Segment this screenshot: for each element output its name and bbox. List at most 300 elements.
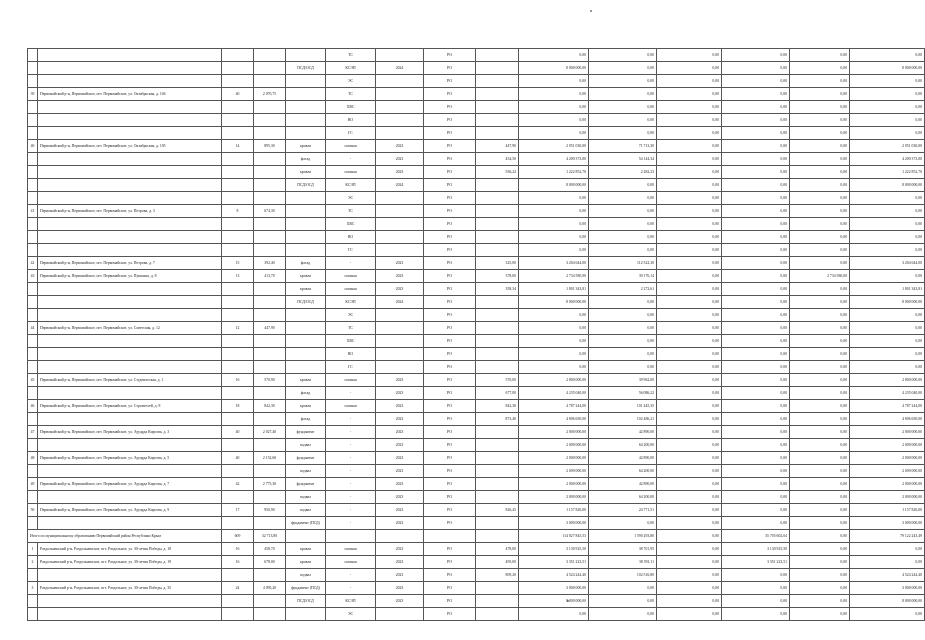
table-cell bbox=[476, 491, 519, 504]
table-cell bbox=[38, 413, 222, 426]
table-cell: 0,00 bbox=[790, 49, 850, 62]
table-cell: 0,00 bbox=[657, 75, 722, 88]
table-cell: 0,00 bbox=[790, 595, 850, 608]
table-cell: 0,00 bbox=[519, 205, 589, 218]
table-cell: РО bbox=[424, 140, 476, 153]
table-cell bbox=[476, 582, 519, 595]
table-cell: 0,00 bbox=[657, 127, 722, 140]
table-cell bbox=[286, 49, 326, 62]
table-cell bbox=[476, 595, 519, 608]
table-cell bbox=[38, 218, 222, 231]
table-cell: 842,30 bbox=[254, 400, 286, 413]
table-cell: 0,00 bbox=[519, 101, 589, 114]
table-cell: 50 bbox=[28, 504, 38, 517]
table-cell: 0,00 bbox=[657, 335, 722, 348]
table-cell bbox=[476, 218, 519, 231]
table-cell: 0,00 bbox=[657, 582, 722, 595]
table-cell: 0,00 bbox=[722, 439, 790, 452]
table-cell bbox=[476, 348, 519, 361]
table-row bbox=[28, 101, 925, 114]
table-row bbox=[28, 569, 925, 582]
table-cell: 45 bbox=[28, 374, 38, 387]
table-cell: 0,00 bbox=[722, 127, 790, 140]
table-cell: 1 222 852,70 bbox=[850, 166, 925, 179]
table-cell: РО bbox=[424, 595, 476, 608]
table-cell: РО bbox=[424, 374, 476, 387]
table-cell: РО bbox=[424, 49, 476, 62]
table-cell: РО bbox=[424, 205, 476, 218]
table-cell bbox=[476, 517, 519, 530]
table-cell bbox=[476, 335, 519, 348]
table-cell bbox=[38, 569, 222, 582]
table-cell: ВО bbox=[326, 348, 376, 361]
table-cell bbox=[222, 465, 254, 478]
table-cell: 17 bbox=[222, 504, 254, 517]
table-cell bbox=[38, 491, 222, 504]
table-cell: 0,00 bbox=[589, 309, 657, 322]
table-cell: 2023 bbox=[376, 452, 424, 465]
table-row bbox=[28, 374, 925, 387]
table-cell bbox=[254, 179, 286, 192]
table-cell: 0,00 bbox=[657, 517, 722, 530]
table-cell bbox=[254, 309, 286, 322]
table-cell: 4 235 040,00 bbox=[850, 387, 925, 400]
table-cell: 0,00 bbox=[657, 439, 722, 452]
table-cell: РО bbox=[424, 270, 476, 283]
table-cell: 3 351 223,51 bbox=[519, 556, 589, 569]
table-cell bbox=[28, 608, 38, 621]
table-cell: 0,00 bbox=[722, 218, 790, 231]
table-cell bbox=[28, 62, 38, 75]
table-cell: РО bbox=[424, 582, 476, 595]
table-cell: 2023 bbox=[376, 569, 424, 582]
table-cell: 2024 bbox=[376, 62, 424, 75]
table-cell: 0,00 bbox=[790, 478, 850, 491]
table-cell bbox=[254, 361, 286, 374]
table-cell: 42 890,00 bbox=[589, 478, 657, 491]
table-cell: 0,00 bbox=[519, 218, 589, 231]
table-cell: 0,00 bbox=[790, 426, 850, 439]
table-cell: 0,00 bbox=[790, 127, 850, 140]
table-cell: 3 000 000,00 bbox=[519, 582, 589, 595]
table-row bbox=[28, 556, 925, 569]
table-cell: 0,00 bbox=[657, 387, 722, 400]
table-cell: 71 713,30 bbox=[589, 140, 657, 153]
table-cell: скатная bbox=[326, 270, 376, 283]
table-cell: - bbox=[326, 153, 376, 166]
table-cell: 0,00 bbox=[657, 556, 722, 569]
table-cell: 0,00 bbox=[790, 75, 850, 88]
table-cell: 0,00 bbox=[722, 309, 790, 322]
table-cell: 0,00 bbox=[790, 556, 850, 569]
table-cell: РО bbox=[424, 283, 476, 296]
table-cell: 677,00 bbox=[476, 387, 519, 400]
table-cell: 0,00 bbox=[657, 413, 722, 426]
table-row bbox=[28, 283, 925, 296]
table-cell: РО bbox=[424, 309, 476, 322]
table-cell: кровля bbox=[286, 400, 326, 413]
table-cell bbox=[254, 192, 286, 205]
table-cell: 8 000 000,00 bbox=[850, 179, 925, 192]
table-cell: 0,00 bbox=[519, 114, 589, 127]
table-cell: Первомайский р-н, Первомайское, пгт. Первомайское, ул. Петрова, д. 7 bbox=[38, 257, 222, 270]
table-cell bbox=[286, 231, 326, 244]
table-cell: 0,00 bbox=[722, 101, 790, 114]
table-row bbox=[28, 153, 925, 166]
table-cell: 873,40 bbox=[476, 413, 519, 426]
table-cell: 0,00 bbox=[722, 491, 790, 504]
table-cell: РО bbox=[424, 153, 476, 166]
table-cell: 0,00 bbox=[722, 517, 790, 530]
table-cell: скатная bbox=[326, 166, 376, 179]
table-cell: 1 157 820,00 bbox=[850, 504, 925, 517]
table-cell: 2023 bbox=[376, 582, 424, 595]
table-cell: 0,00 bbox=[850, 114, 925, 127]
table-cell: 0,00 bbox=[657, 608, 722, 621]
table-row bbox=[28, 387, 925, 400]
table-cell: 0,00 bbox=[722, 608, 790, 621]
table-cell: 2023 bbox=[376, 491, 424, 504]
table-cell: 42 bbox=[28, 257, 38, 270]
table-cell: 2 000 000,00 bbox=[519, 478, 589, 491]
table-cell: 2 152,60 bbox=[254, 452, 286, 465]
table-cell: 2 000 000,00 bbox=[850, 426, 925, 439]
table-cell: Первомайский р-н, Первомайское, пгт. Первомайское, ул. Студенческая, д. 1 bbox=[38, 374, 222, 387]
table-cell: 0,00 bbox=[589, 322, 657, 335]
table-cell bbox=[222, 413, 254, 426]
table-cell bbox=[38, 192, 222, 205]
table-cell: 2023 bbox=[376, 257, 424, 270]
table-cell: 0,00 bbox=[722, 257, 790, 270]
table-row bbox=[28, 244, 925, 257]
table-cell: 0,00 bbox=[850, 75, 925, 88]
table-cell bbox=[38, 49, 222, 62]
table-cell bbox=[222, 309, 254, 322]
table-cell: 79 122 243,49 bbox=[850, 530, 925, 543]
table-cell: 842,30 bbox=[476, 400, 519, 413]
table-cell bbox=[222, 491, 254, 504]
table-cell: 4 806 650,00 bbox=[850, 413, 925, 426]
table-cell: 0,00 bbox=[657, 192, 722, 205]
table-cell bbox=[28, 348, 38, 361]
table-cell: 0,00 bbox=[722, 452, 790, 465]
table-cell bbox=[28, 179, 38, 192]
table-cell: 358,34 bbox=[476, 283, 519, 296]
table-cell: 0,00 bbox=[657, 88, 722, 101]
table-cell bbox=[476, 205, 519, 218]
table-row bbox=[28, 478, 925, 491]
table-cell: 0,00 bbox=[850, 101, 925, 114]
table-cell: 2023 bbox=[376, 374, 424, 387]
table-cell: 0,00 bbox=[790, 608, 850, 621]
table-cell: 0,00 bbox=[657, 231, 722, 244]
table-cell bbox=[222, 387, 254, 400]
table-cell: 0,00 bbox=[722, 387, 790, 400]
table-cell: 495,00 bbox=[476, 556, 519, 569]
table-cell: 0,00 bbox=[790, 439, 850, 452]
table-cell: 0,00 bbox=[589, 192, 657, 205]
table-cell: 0,00 bbox=[519, 231, 589, 244]
table-cell: 0,00 bbox=[850, 322, 925, 335]
table-cell: 454,50 bbox=[476, 153, 519, 166]
table-cell: 2 027,40 bbox=[254, 426, 286, 439]
table-cell: РО bbox=[424, 439, 476, 452]
table-cell bbox=[222, 127, 254, 140]
table-cell: кровля bbox=[286, 556, 326, 569]
table-cell bbox=[28, 244, 38, 257]
table-cell: 0,00 bbox=[657, 426, 722, 439]
table-cell: 0,00 bbox=[722, 374, 790, 387]
table-cell bbox=[286, 101, 326, 114]
table-cell: 0,00 bbox=[657, 153, 722, 166]
table-cell: 0,00 bbox=[519, 88, 589, 101]
table-cell: 4 200 373,00 bbox=[850, 153, 925, 166]
table-cell: - bbox=[326, 465, 376, 478]
table-cell: Первомайский р-н, Первомайское, пгт. Первомайское, ул. Петрова, д. 3 bbox=[38, 205, 222, 218]
table-cell: 0,00 bbox=[657, 504, 722, 517]
table-cell: 2 051 030,00 bbox=[519, 140, 589, 153]
table-cell: 0,00 bbox=[850, 309, 925, 322]
table-cell: 0,00 bbox=[850, 192, 925, 205]
table-cell: 102 486,21 bbox=[589, 413, 657, 426]
table-row bbox=[28, 439, 925, 452]
table-cell bbox=[254, 517, 286, 530]
table-cell: 0,00 bbox=[722, 595, 790, 608]
table-row bbox=[28, 114, 925, 127]
table-cell: 4 524 244,40 bbox=[519, 569, 589, 582]
table-cell: 0,00 bbox=[790, 231, 850, 244]
table-cell: 2 000 000,00 bbox=[850, 478, 925, 491]
table-cell: 3 130 925,50 bbox=[519, 543, 589, 556]
table-row bbox=[28, 231, 925, 244]
table-cell: 0,00 bbox=[657, 114, 722, 127]
table-cell: 0,00 bbox=[790, 543, 850, 556]
table-cell: 809,20 bbox=[476, 569, 519, 582]
table-cell bbox=[222, 517, 254, 530]
table-cell: КСЭП bbox=[326, 595, 376, 608]
table-cell bbox=[38, 231, 222, 244]
table-cell: 0,00 bbox=[790, 62, 850, 75]
table-cell: подвал bbox=[286, 569, 326, 582]
table-cell: РО bbox=[424, 62, 476, 75]
table-cell bbox=[254, 608, 286, 621]
table-cell: 0,00 bbox=[790, 465, 850, 478]
table-cell: РО bbox=[424, 75, 476, 88]
table-cell: скатная bbox=[326, 140, 376, 153]
table-cell: 0,00 bbox=[790, 166, 850, 179]
scan-speck bbox=[590, 10, 592, 12]
table-cell: 2 800 000,00 bbox=[519, 374, 589, 387]
table-cell: РО bbox=[424, 400, 476, 413]
table-cell: фасад bbox=[286, 153, 326, 166]
table-cell bbox=[28, 101, 38, 114]
table-cell bbox=[424, 530, 476, 543]
table-cell: 0,00 bbox=[790, 530, 850, 543]
table-cell bbox=[286, 205, 326, 218]
table-cell: - bbox=[326, 478, 376, 491]
table-cell: 8 000 000,00 bbox=[519, 595, 589, 608]
table-cell: ТС bbox=[326, 205, 376, 218]
table-cell: ЭС bbox=[326, 192, 376, 205]
table-cell bbox=[222, 283, 254, 296]
table-cell: 43 bbox=[28, 270, 38, 283]
table-cell: РО bbox=[424, 426, 476, 439]
table-cell: 2 775,30 bbox=[254, 478, 286, 491]
table-cell bbox=[38, 62, 222, 75]
table-cell bbox=[476, 465, 519, 478]
table-cell: 0,00 bbox=[790, 244, 850, 257]
table-cell: - bbox=[326, 413, 376, 426]
table-cell bbox=[254, 439, 286, 452]
table-cell: 2023 bbox=[376, 140, 424, 153]
table-cell bbox=[222, 595, 254, 608]
table-cell bbox=[476, 75, 519, 88]
table-cell: 1 222 852,70 bbox=[519, 166, 589, 179]
table-cell: 0,00 bbox=[519, 192, 589, 205]
table-cell: 2 000 000,00 bbox=[519, 452, 589, 465]
table-cell: 2023 bbox=[376, 556, 424, 569]
table-cell bbox=[254, 49, 286, 62]
table-cell: 0,00 bbox=[850, 556, 925, 569]
table-cell: 2023 bbox=[376, 387, 424, 400]
table-cell: 0,00 bbox=[589, 127, 657, 140]
table-cell: 0,00 bbox=[657, 400, 722, 413]
table-cell bbox=[28, 218, 38, 231]
table-cell: 44 bbox=[28, 322, 38, 335]
table-cell: 0,00 bbox=[722, 582, 790, 595]
table-cell bbox=[376, 348, 424, 361]
table-cell: 0,00 bbox=[790, 88, 850, 101]
table-cell bbox=[28, 296, 38, 309]
table-cell: 3 000 000,00 bbox=[850, 582, 925, 595]
table-cell: ПСД/ОСД bbox=[286, 179, 326, 192]
table-cell bbox=[476, 231, 519, 244]
table-cell bbox=[286, 244, 326, 257]
table-cell: кровля bbox=[286, 543, 326, 556]
table-cell: 0,00 bbox=[850, 543, 925, 556]
table-cell bbox=[38, 296, 222, 309]
capital-repair-register-table bbox=[27, 48, 925, 621]
table-cell: 325,00 bbox=[476, 257, 519, 270]
table-cell bbox=[254, 348, 286, 361]
table-cell: 0,00 bbox=[589, 205, 657, 218]
table-cell bbox=[286, 192, 326, 205]
table-cell bbox=[28, 309, 38, 322]
table-cell bbox=[28, 413, 38, 426]
table-cell: РО bbox=[424, 465, 476, 478]
table-cell: РО bbox=[424, 218, 476, 231]
table-cell: 0,00 bbox=[722, 140, 790, 153]
table-cell: Первомайский р-н, Первомайское, пгт. Первомайское, ул. Эдуарда Кирсова, д. 7 bbox=[38, 478, 222, 491]
table-cell bbox=[254, 413, 286, 426]
table-cell: 2024 bbox=[376, 296, 424, 309]
table-cell bbox=[28, 517, 38, 530]
table-cell: 0,00 bbox=[790, 192, 850, 205]
table-cell: 0,00 bbox=[589, 114, 657, 127]
table-cell: 114 827 845,53 bbox=[519, 530, 589, 543]
table-cell: 0,00 bbox=[589, 361, 657, 374]
table-cell: 2 000 000,00 bbox=[519, 439, 589, 452]
table-cell: 4 806 650,00 bbox=[519, 413, 589, 426]
table-cell: 0,00 bbox=[657, 595, 722, 608]
table-cell: 0,00 bbox=[657, 348, 722, 361]
table-cell: 0,00 bbox=[722, 361, 790, 374]
table-cell bbox=[476, 296, 519, 309]
table-cell: 447,90 bbox=[254, 322, 286, 335]
table-cell: 0,00 bbox=[589, 75, 657, 88]
table-cell: 0,00 bbox=[850, 218, 925, 231]
table-cell: Первомайский р-н, Первомайское, пгт. Первомайское, ул. Пушкина, д. 8 bbox=[38, 270, 222, 283]
table-cell: 2023 bbox=[376, 517, 424, 530]
table-cell bbox=[38, 335, 222, 348]
table-cell: 14 bbox=[222, 140, 254, 153]
table-cell: 8 000 000,00 bbox=[519, 296, 589, 309]
table-row bbox=[28, 62, 925, 75]
table-cell bbox=[28, 231, 38, 244]
table-cell: 0,00 bbox=[657, 166, 722, 179]
table-cell bbox=[476, 101, 519, 114]
table-cell: 0,00 bbox=[850, 361, 925, 374]
table-cell: фасад bbox=[286, 257, 326, 270]
table-cell bbox=[38, 127, 222, 140]
table-cell: кровля bbox=[286, 283, 326, 296]
table-cell: 0,00 bbox=[519, 322, 589, 335]
table-cell: фундамент bbox=[286, 426, 326, 439]
table-cell: 2 800 000,00 bbox=[850, 374, 925, 387]
table-cell bbox=[254, 62, 286, 75]
table-cell: 0,00 bbox=[657, 218, 722, 231]
table-cell: ТС bbox=[326, 322, 376, 335]
table-cell: 0,00 bbox=[790, 335, 850, 348]
table-cell: 0,00 bbox=[790, 491, 850, 504]
table-cell: РО bbox=[424, 517, 476, 530]
table-cell bbox=[376, 75, 424, 88]
table-cell bbox=[376, 49, 424, 62]
table-cell: 24 771,51 bbox=[589, 504, 657, 517]
table-row bbox=[28, 257, 925, 270]
table-cell: 2 000 000,00 bbox=[519, 491, 589, 504]
table-cell: 1 157 820,00 bbox=[519, 504, 589, 517]
table-cell: Раздольненский р-н, Раздольненское, пгт. Раздольное, ул. 30-летия Победы, д. 19 bbox=[38, 556, 222, 569]
table-cell bbox=[38, 153, 222, 166]
table-cell: 32 713,80 bbox=[254, 530, 286, 543]
table-cell: 2023 bbox=[376, 400, 424, 413]
table-cell: 4 200 373,00 bbox=[519, 153, 589, 166]
table-cell: Первомайский р-н, Первомайское, пгт. Первомайское, ул. Эдуарда Кирсова, д. 3 bbox=[38, 426, 222, 439]
table-cell bbox=[222, 361, 254, 374]
table-cell bbox=[254, 114, 286, 127]
table-cell: 4 235 040,00 bbox=[519, 387, 589, 400]
table-cell: 2 051 030,00 bbox=[850, 140, 925, 153]
table-cell bbox=[286, 114, 326, 127]
table-cell bbox=[476, 322, 519, 335]
table-cell: ХВС bbox=[326, 218, 376, 231]
table-cell bbox=[28, 569, 38, 582]
table-cell bbox=[38, 309, 222, 322]
table-cell: 64 200,00 bbox=[589, 439, 657, 452]
table-cell: 0,00 bbox=[657, 374, 722, 387]
table-cell bbox=[38, 608, 222, 621]
table-cell: ГС bbox=[326, 361, 376, 374]
table-cell: 3 351 223,51 bbox=[722, 556, 790, 569]
table-cell: 40 bbox=[222, 88, 254, 101]
table-cell: 0,00 bbox=[790, 205, 850, 218]
table-cell bbox=[28, 595, 38, 608]
table-cell: ПСД/ОСД bbox=[286, 595, 326, 608]
table-cell bbox=[38, 75, 222, 88]
table-cell bbox=[38, 179, 222, 192]
table-cell: 0,00 bbox=[850, 608, 925, 621]
